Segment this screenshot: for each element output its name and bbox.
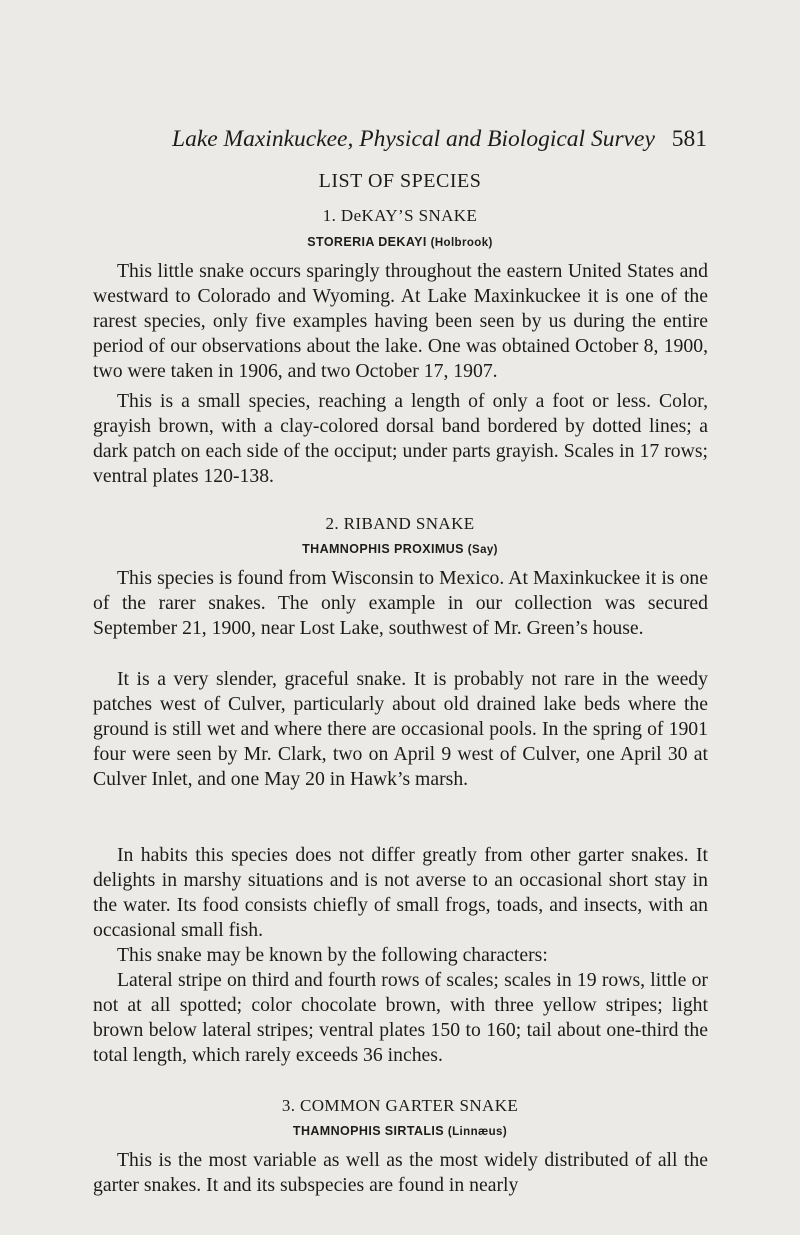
species-2-heading: 2. RIBAND SNAKE xyxy=(325,514,475,533)
section-title: LIST OF SPECIES xyxy=(318,170,482,192)
running-header xyxy=(172,124,707,154)
species-2-binomial: THAMNOPHIS PROXIMUS xyxy=(302,542,464,556)
species-1-scientific-name xyxy=(0,235,800,249)
species-3-binomial: THAMNOPHIS SIRTALIS xyxy=(292,1124,445,1138)
species-2-paragraph-3: In habits this species does not differ greatly from other garter snakes. It delights in marshy situations and is not averse to an occasional short stay in the water. Its food consists chiefly of small frogs, toads, and insects, with an occasional small fish. xyxy=(93,844,708,942)
species-2-paragraph-4: This snake may be known by the following characters: xyxy=(117,944,548,966)
running-title: Lake Maxinkuckee, Physical and Biological Survey xyxy=(172,126,655,152)
species-3-heading: 3. COMMON GARTER SNAKE xyxy=(281,1096,519,1115)
species-2-paragraph-2: It is a very slender, graceful snake. It is probably not rare in the weedy patches west of Culver, particularly about old drained lake beds where the ground is still wet and where there are occasional pools. In the spring of 1901 four were seen by Mr. Clark, two on April 9 west of Culver, one April 30 at Culver Inlet, and one May 20 in Hawk’s marsh. xyxy=(93,668,708,791)
species-3-paragraph-1: This is the most variable as well as the most widely distributed of all the garter snakes. It and its subspecies are found in nearly xyxy=(93,1149,708,1197)
species-2-authority: (Say) xyxy=(467,544,498,556)
species-2-paragraph-5: Lateral stripe on third and fourth rows of scales; scales in 19 rows, little or not at all spotted; color chocolate brown, with three yellow stripes; light brown below lateral stripes; ventral plates 150 to 160; tail about one-third the total length, which rarely exceeds 36 inches. xyxy=(93,969,708,1067)
species-3-scientific-name xyxy=(0,1124,800,1138)
species-1-paragraph-1: This little snake occurs sparingly throughout the eastern United States and westward to Colorado and Wyoming. At Lake Maxinkuckee it is one of the rarest species, only five examples having been seen by us during the entire period of our observations about the lake. One was obtained October 8, 1900, two were taken in 1906, and two October 17, 1907. xyxy=(93,260,708,383)
species-3-authority: (Linnæus) xyxy=(447,1126,508,1138)
species-1-authority: (Holbrook) xyxy=(430,237,493,249)
species-2-paragraph-1: This species is found from Wisconsin to Mexico. At Maxinkuckee it is one of the rarer snakes. The only example in our collection was secured September 21, 1900, near Lost Lake, southwest of Mr. Green’s house. xyxy=(93,567,708,640)
species-1-heading: 1. DeKAY’S SNAKE xyxy=(322,206,478,225)
species-1-paragraph-2: This is a small species, reaching a length of only a foot or less. Color, grayish brown, with a clay-colored dorsal band bordered by dotted lines; a dark patch on each side of the occiput; under parts grayish. Scales in 17 rows; ventral plates 120-138. xyxy=(93,390,708,488)
page-number: 581 xyxy=(671,126,707,152)
species-2-scientific-name xyxy=(0,542,800,556)
species-1-binomial: STORERIA DEKAYI xyxy=(307,235,427,249)
